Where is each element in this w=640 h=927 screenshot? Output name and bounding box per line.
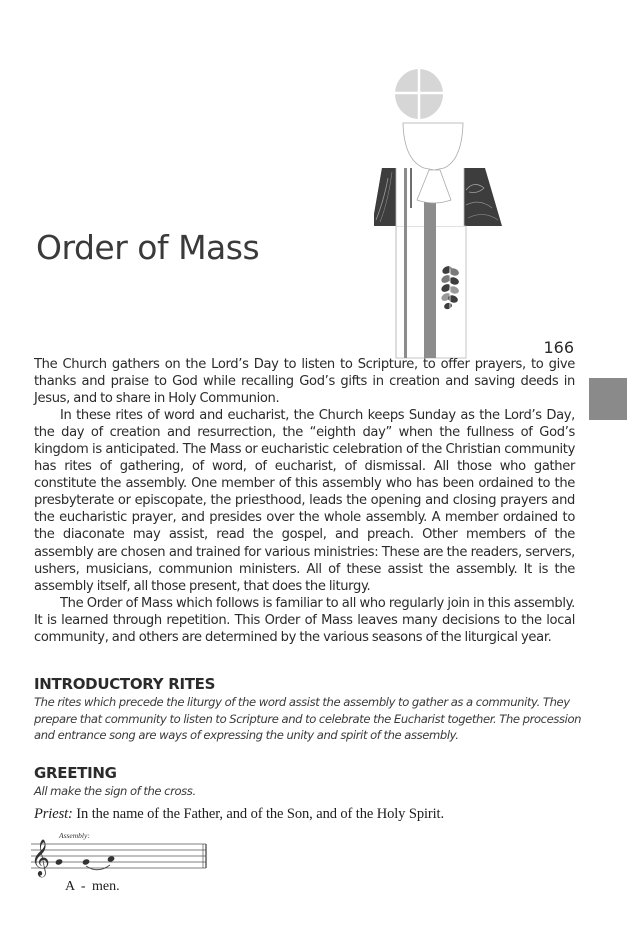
amen-music-staff xyxy=(28,832,213,882)
slur-icon xyxy=(86,865,110,870)
intro-paragraph: The Order of Mass which follows is familiar to all who regularly join in this assembly. It is learned through repetition. This Order of Mass leaves many decisions to the local community, and others are determined by the various seasons of the liturgical year. xyxy=(34,595,575,645)
page-title: Order of Mass xyxy=(36,228,260,267)
introductory-rites-rubric: The rites which precede the liturgy of the word assist the assembly to gather as a community. They prepare that community to listen to Scripture and to celebrate the Eucharist together. The procession and entrance song are ways of expressing the unity and spirit of the assembly. xyxy=(34,695,582,742)
intro-text xyxy=(34,356,575,646)
greeting-rubric: All make the sign of the cross. xyxy=(34,784,196,798)
host-icon xyxy=(395,69,443,119)
priest-greeting-text: In the name of the Father, and of the Son, and of the Holy Spirit. xyxy=(72,806,445,822)
section-thumb-tab xyxy=(589,378,627,420)
intro-paragraph: The Church gathers on the Lord’s Day to listen to Scripture, to offer prayers, to give thanks and praise to God while recalling God’s gifts in creation and saving deeds in Jesus, and to share in Holy Communion. xyxy=(34,357,575,407)
music-note xyxy=(55,855,115,865)
priest-greeting xyxy=(34,806,444,823)
amen-lyric: A - men. xyxy=(65,879,120,894)
page-number: 166 xyxy=(543,338,574,357)
assembly-label: Assembly: xyxy=(59,831,90,840)
greeting-heading: GREETING xyxy=(34,764,117,782)
treble-clef-icon: 𝄞 xyxy=(31,838,50,876)
intro-paragraph: In these rites of word and eucharist, the Church keeps Sunday as the Lord’s Day, the day of creation and resurrection, the “eighth day” when the fullness of God’s kingdom is anticipated. The Mass or eucharistic celebration of the Christian community has rites of gathering, of word, of eucharist, of dismissal. All those who gather constitute the assembly. One member of this assembly who has been ordained to the presbyterate or episcopate, the priesthood, leads the opening and closing prayers and the eucharistic prayer, and presides over the whole assembly. A member ordained to the diaconate may assist, read the gospel, and preach. Other members of the assembly are chosen and trained for various ministries: These are the readers, servers, ushers, musicians, communion ministers. All of these assist the assembly. It is the assembly itself, all those present, that does the liturgy. xyxy=(34,408,575,594)
priest-role-label: Priest: xyxy=(34,806,73,822)
introductory-rites-heading: INTRODUCTORY RITES xyxy=(34,675,216,693)
chalice-altar-illustration xyxy=(374,60,514,360)
